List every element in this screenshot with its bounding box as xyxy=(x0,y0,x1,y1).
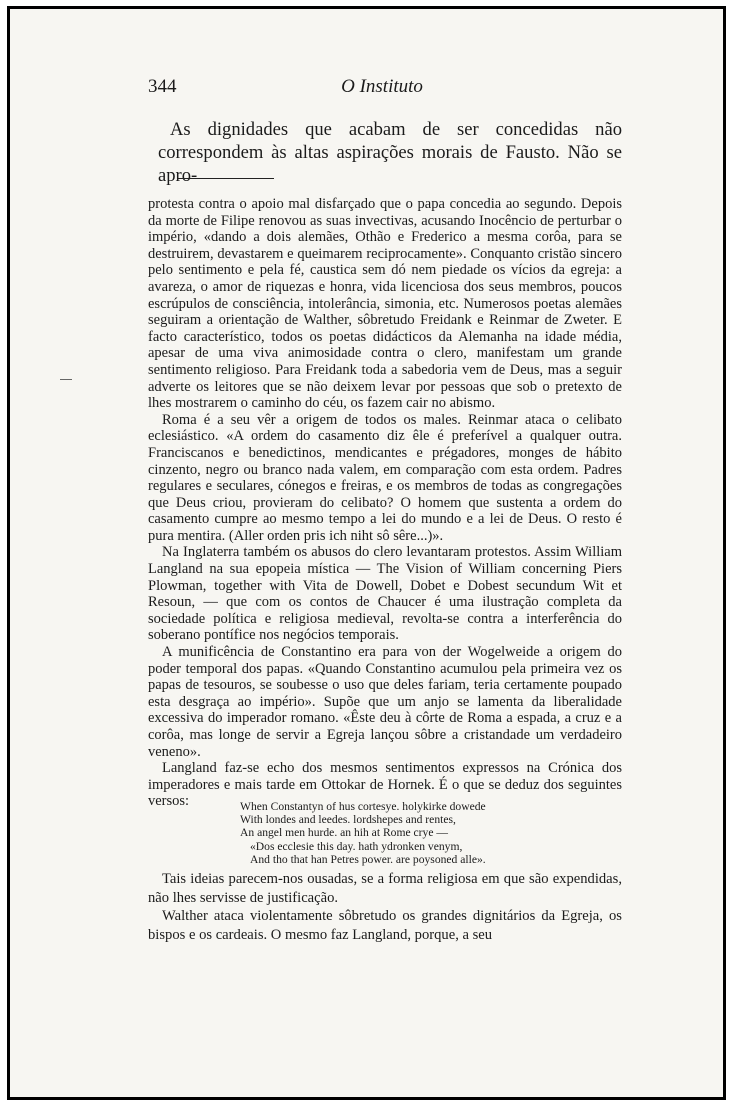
body-paragraph: As dignidades que acabam de ser concedidas não correspondem às altas aspirações morais de Fausto. Não se apro- xyxy=(158,119,622,186)
closing-text xyxy=(148,870,622,944)
footnote-block xyxy=(148,196,622,810)
verse-quotation xyxy=(240,800,600,866)
verse-line: «Dos ecclesie this day. hath ydronken venym, xyxy=(250,839,463,853)
footnote-paragraph: Langland faz-se echo dos mesmos sentimentos expressos na Crónica dos imperadores e mais tarde em Ottokar de Hornek. É o que se deduz dos seguintes versos: xyxy=(148,760,622,810)
closing-paragraph: Tais ideias parecem-nos ousadas, se a forma religiosa em que são expendidas, não lhes servisse de justificação. xyxy=(148,871,622,906)
footnote-paragraph: Na Inglaterra também os abusos do clero levantaram protestos. Assim William Langland na sua epopeia mística — The Vision of William concerning Piers Plowman, together with Vita de Dowell, Dobet e Dobest secundum Wit et Resoun, — que com os contos de Chaucer é uma ilustração completa da sociedade política e religiosa medieval, revolta-se contra a interferência do soberano pontífice nos negócios temporais. xyxy=(148,544,622,644)
verse-line: And tho that han Petres power. are poysoned alle». xyxy=(250,852,486,866)
main-body-text xyxy=(158,118,622,187)
verse-line: An angel men hurde. an hih at Rome crye — xyxy=(240,826,448,840)
page-number: 344 xyxy=(148,76,177,97)
verse-line: With londes and leedes. lordshepes and rentes, xyxy=(240,813,456,827)
verse-line: When Constantyn of hus cortesye. holykirke dowede xyxy=(240,800,486,813)
closing-paragraph: Walther ataca violentamente sôbretudo os grandes dignitários da Egreja, os bispos e os cardeais. O mesmo faz Langland, porque, a seu xyxy=(148,908,622,943)
footnote-paragraph: A munificência de Constantino era para von der Wogelweide a origem do poder temporal dos papas. «Quando Constantino acumulou pela primeira vez os papas de tesouros, se soubesse o uso que deles fariam, teria certamente poupado esta desgraça ao império». Supõe que um anjo se lamenta da liberalidade excessiva do imperador romano. «Êste deu à côrte de Roma a espada, a cruz e a corôa, mas longe de servir a Egreja lançou sôbre a cristandade um verdadeiro veneno». xyxy=(148,644,622,760)
running-title: O Instituto xyxy=(341,76,423,97)
margin-mark xyxy=(60,379,72,380)
page-header xyxy=(148,76,616,102)
footnote-separator xyxy=(178,178,274,179)
footnote-paragraph: protesta contra o apoio mal disfarçado que o papa concedia ao segundo. Depois da morte de Filipe renovou as suas invectivas, acusando Inocêncio de perturbar o império, «dando a dois alemães, Othão e Frederico a mesma corôa, para se destruirem, devastarem e queimarem reciprocamente». Conquanto cristão sincero pelo sentimento e pela fé, caustica sem dó nem piedade os vícios da egreja: a avareza, o amor de riquezas e honra, vida licenciosa dos seus membros, poucos escrúpulos de consciência, intolerância, simonia, etc. Numerosos poetas alemães seguiram a orientação de Walther, sôbretudo Freidank e Reinmar de Zweter. E facto característico, todos os poetas didácticos da Alemanha na idade média, apesar de uma viva animosidade contra o clero, manifestam um grande sentimento religioso. Para Freidank toda a sabedoria vem de Deus, mas a seguir adverte os leitores que se não deixem levar por pessoas que sob o pretexto de lhes mostrarem o caminho do céu, os fazem cair no abismo. xyxy=(148,196,622,412)
footnote-paragraph: Roma é a seu vêr a origem de todos os males. Reinmar ataca o celibato eclesiástico. «A ordem do casamento diz êle é preferível a qualquer outra. Franciscanos e benedictinos, mendicantes e prégadores, monges de hábito cinzento, negro ou branco nada valem, em comparação com esta ordem. Padres regulares e seculares, cónegos e freiras, e os membros de todas as congregações que Deus criou, provieram do celibato? O homem que sustenta a ordem do casamento cumpre ao mesmo tempo a lei do mundo e a lei de Deus. O resto é pura mentira. (Aller orden pris ich niht sô sêre...)». xyxy=(148,411,622,544)
